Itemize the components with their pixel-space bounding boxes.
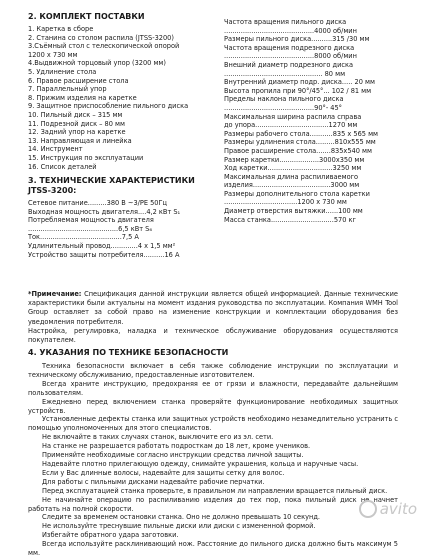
safety-paragraph: Всегда храните инструкцию, предохраняя ее от грязи и влажности, передавайте дальнейшим пользователям.: [28, 379, 398, 397]
note-block: [28, 290, 398, 345]
note-text: Спецификация данной инструкции является общей информацией. Данные технические характеристики были актуальны на момент издания руководства по эксплуатации. Компания WMH Tool Group оставляет за собой право на изменение конструкции и комплектации оборудования без уведомления потребителя.: [28, 290, 398, 326]
section-3-subtitle: JTSS-3200:: [28, 186, 77, 196]
spec-line: Частота вращения пильного диска: [224, 18, 347, 26]
spec-line: ...........................................4000 об/мин: [224, 26, 357, 35]
spec-line: Потребляемая мощность двигателя: [28, 216, 154, 225]
safety-paragraph: Для работы с пильными дисками надевайте рабочие перчатки.: [42, 477, 265, 486]
safety-paragraph: Не включайте в таких случаях станок, выключите его из эл. сети.: [42, 433, 274, 442]
spec-line: ............................................... 80 мм: [224, 69, 346, 78]
list-item: 1200 x 730 мм: [28, 50, 78, 59]
spec-line: Внешний диаметр подрезного диска: [224, 60, 354, 69]
safety-paragraph: Следите за временем остановки станка. Оно не должно превышать 10 секунд.: [42, 513, 320, 522]
delivery-list: [28, 25, 213, 171]
spec-line: Максимальная ширина распила справа: [224, 112, 362, 121]
safety-paragraph: Ежедневно перед включением станка проверяйте функционирование необходимых защитных устройств.: [28, 397, 398, 415]
list-item: 14. Инструмент: [28, 145, 83, 154]
safety-paragraph: Техника безопасности включает в себя также соблюдение инструкции по эксплуатации и техническому обслуживанию, предоставленные изготовителем.: [28, 362, 398, 379]
spec-line: Диаметр отверстия вытяжки......100 мм: [224, 207, 363, 216]
list-item: 6. Правое расширение стола: [28, 76, 129, 85]
list-item: 4.Выдвижной торцовый упор (3200 мм): [28, 59, 166, 68]
spec-line: Частота вращения подрезного диска: [224, 43, 355, 52]
note-text-2: Настройка, регулировка, наладка и техническое обслуживание оборудования осуществляются покупателем.: [28, 326, 398, 345]
safety-paragraph: Избегайте обратного удара заготовки.: [42, 531, 179, 540]
spec-line: ...........................................6,5 кВт S₆: [28, 224, 152, 233]
spec-line: Высота пропила при 90°/45°... 102 / 81 мм: [224, 86, 372, 95]
list-item: 16. Список деталей: [28, 162, 97, 171]
spec-line: ...........................................8000 об/мин: [224, 52, 357, 61]
spec-line: Пределы наклона пильного диска: [224, 95, 344, 104]
spec-line: Выходная мощность двигателя....4,2 кВт S₁: [28, 207, 181, 216]
spec-line: Размеры рабочего стола...........835 x 565 мм: [224, 129, 379, 138]
list-item: 2. Станина со столом распила (JTSS-3200): [28, 33, 174, 42]
list-item: 1. Каретка в сборе: [28, 25, 94, 33]
spec-line: Размеры пильного диска..........315 /30 мм: [224, 35, 370, 44]
spec-line: изделия.....................................3000 мм: [224, 181, 360, 190]
section-3-title: 3. ТЕХНИЧЕСКИЕ ХАРАКТЕРИСТИКИ: [28, 176, 195, 186]
spec-line: Размеры удлинения стола.........810x555 мм: [224, 138, 376, 147]
list-item: 7. Параллельный упор: [28, 85, 107, 94]
spec-line: до упора...................................1270 мм: [224, 121, 358, 130]
list-item: 9. Защитное приспособление пильного диска: [28, 102, 189, 111]
note-label: *Примечание:: [28, 290, 82, 298]
spec-line: Максимальная длина распиливаемого: [224, 172, 359, 181]
list-item: 3.Съёмный стол с телескопической опорой: [28, 42, 180, 51]
list-item: 15. Инструкция по эксплуатации: [28, 153, 144, 162]
spec-line: ...................................1200 x 730 мм: [224, 198, 347, 207]
list-item: 8. Прижим изделия на каретке: [28, 93, 137, 102]
section-2-title: 2. КОМПЛЕКТ ПОСТАВКИ: [28, 12, 145, 21]
watermark-logo: [359, 500, 417, 519]
spec-line: Ток.......................................7,5 А: [28, 233, 139, 242]
spec-line: Размеры дополнительного стола каретки: [224, 189, 370, 198]
spec-line: Сетевое питание.........380 В ~3/PE 50Гц: [28, 199, 168, 208]
list-item: 13. Направляющая и линейка: [28, 136, 132, 145]
safety-section: [28, 348, 398, 558]
safety-paragraph: Всегда используйте расклинивающий нож. Расстояние до пильного диска должно быть максимум 5 мм.: [28, 540, 398, 558]
safety-paragraph: Не используйте треснувшие пильные диски или диски с измененной формой.: [42, 522, 316, 531]
spec-line: Масса станка..............................570 кг: [224, 215, 356, 224]
electrical-specs: [28, 199, 213, 259]
list-item: 5. Удлинение стола: [28, 67, 97, 76]
watermark-text: avito: [379, 499, 417, 518]
right-column: [224, 12, 414, 224]
safety-paragraph: Перед эксплуатацией станка проверьте, в правильном ли направлении вращается пильный диск.: [42, 486, 388, 495]
list-item: 10. Пильный диск – 315 мм: [28, 110, 123, 119]
spec-line: ...........................................90°- 45°: [224, 103, 342, 112]
safety-paragraph: На станке не разрешается работать подросткам до 18 лет, кроме учеников.: [42, 442, 311, 451]
safety-paragraph: Применяйте необходимые согласно инструкции средства личной защиты.: [42, 451, 304, 460]
spec-line: Внутренний диаметр подр. диска..... 20 мм: [224, 78, 375, 87]
section-4-title: 4. УКАЗАНИЯ ПО ТЕХНИКЕ БЕЗОПАСНОСТИ: [28, 348, 229, 357]
spec-line: Удлинительный провод.............4 x 1,5 мм²: [28, 242, 176, 251]
safety-paragraph: Не начинайте операцию по распиливанию изделия до тех пор, пока пильный диск не начнет работать на полной скорости.: [28, 495, 398, 513]
safety-paragraph: Надевайте плотно прилегающую одежду, снимайте украшения, кольца и наручные часы.: [42, 459, 359, 468]
machine-specs: [224, 18, 414, 224]
spec-line: Размер каретки...................3000x350 мм: [224, 155, 365, 164]
list-item: 12. Задний упор на каретке: [28, 128, 126, 137]
spec-line: Ход каретки...............................3250 мм: [224, 164, 362, 173]
spec-line: Правое расширение стола.......835x540 мм: [224, 146, 372, 155]
list-item: 11. Подрезной диск – 80 мм: [28, 119, 125, 128]
safety-paragraph: Если у Вас длинные волосы, надевайте для защиты сетку для волос.: [42, 468, 285, 477]
spec-line: Устройство защиты потребителя..........16 А: [28, 250, 180, 259]
safety-paragraphs: [28, 362, 398, 558]
left-column: [28, 12, 213, 259]
safety-paragraph: Установленные дефекты станка или защитных устройств необходимо незамедлительно устранить с помощью уполномоченных для этого специалистов.: [28, 415, 398, 433]
